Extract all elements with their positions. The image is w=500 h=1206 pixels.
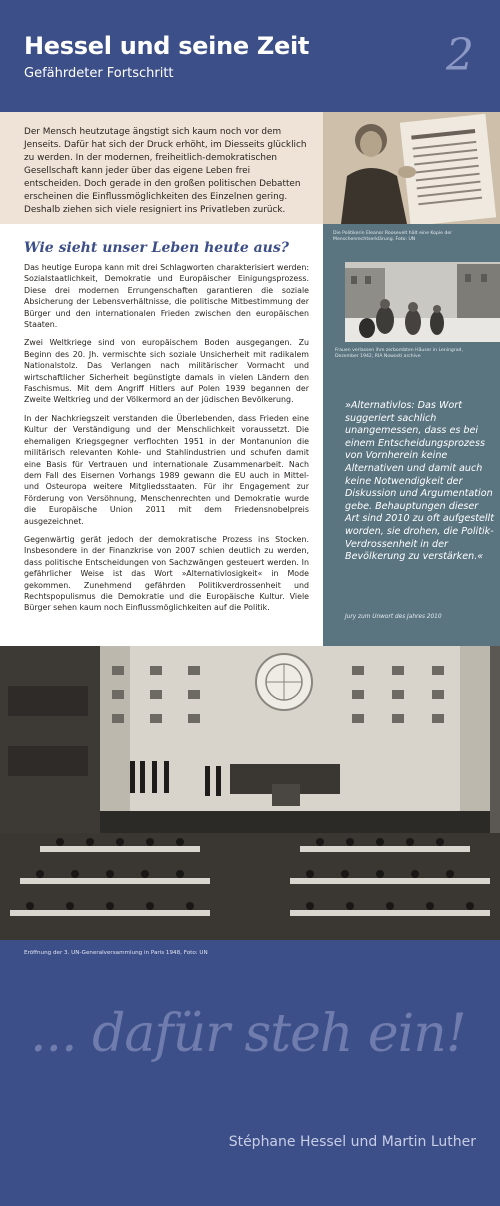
- header-banner: [0, 0, 500, 112]
- article-heading: Wie sieht unser Leben heute aus?: [24, 240, 289, 256]
- panel-number: 2: [446, 30, 474, 81]
- article-paragraph-4: Gegenwärtig gerät jedoch der demokratische Prozess ins Stocken. Insbesondere in der Finanzkrise von 2007 schien deutlich zu werden, dass politische Entscheidungen von Sachzwängen gesteuert werden. In gefährlicher Weise ist das Wort »Alternativlosigkeit« in Mode gekommen. Zunehmend gefährden Politikverdrossenheit und Rechtspopulismus die Demokratie und die Europäische Kultur. Viele Bürger sehen kaum noch Einflussmöglichkeiten auf die Politik.: [24, 534, 309, 613]
- sidebar: [323, 224, 500, 646]
- authors: Stéphane Hessel und Martin Luther: [228, 1134, 476, 1150]
- article-paragraph-1: Das heutige Europa kann mit drei Schlagworten charakterisiert werden: Sozialstaatlichkeit, Demokratie und Europäischer Einigungsprozess. Diese drei modernen Errungenschaften garantieren die soziale Absicherung der Lebensverhältnisse, die politische Mitbestimmung der Bürger und den internationalen Frieden zwischen den europäischen Staaten.: [24, 263, 309, 330]
- intro-text: Der Mensch heutzutage ängstigt sich kaum noch vor dem Jenseits. Dafür hat sich der Druck erhöht, im Diesseits glücklich zu werden. In der modernen, freiheitlich-demokratischen Gesellschaft kann jeder über das eigene Leben frei entscheiden. Doch gerade in den großen politischen Debatten erscheinen die Einflussmöglichkeiten des Einzelnen gering. Deshalb ziehen sich viele resigniert ins Privatleben zurück.: [0, 112, 323, 224]
- page-title: Hessel und seine Zeit: [24, 32, 310, 60]
- caption-roosevelt: Die Politikerin Eleanor Roosevelt hält eine Kopie der Menschenrechtserklärung. Foto: UN: [333, 231, 453, 243]
- photo-un-general-assembly: [0, 646, 500, 940]
- photo-eleanor-roosevelt: [323, 112, 500, 224]
- caption-un-assembly: Eröffnung der 3. UN-Generalversammlung in Paris 1948, Foto: UN: [24, 950, 208, 956]
- pull-quote: »Alternativlos: Das Wort suggeriert sachlich unangemessen, dass es bei einem Entscheidungsprozess von Vornherein keine Alternativen und damit auch keine Notwendigkeit der Diskussion und Argumentation gebe. Behauptungen dieser Art sind 2010 zu oft aufgestellt worden, sie drohen, die Politik-Verdrossenheit in der Bevölkerung zu verstärken.«: [345, 400, 494, 563]
- page-subtitle: Gefährdeter Fortschritt: [24, 66, 174, 81]
- leningrad-photo-illustration: [345, 262, 500, 342]
- roosevelt-photo-illustration: [323, 112, 500, 224]
- un-assembly-illustration: [0, 646, 500, 940]
- quote-source: Jury zum Unwort des Jahres 2010: [345, 614, 442, 620]
- photo-leningrad: [345, 262, 500, 342]
- slogan: ... dafür steh ein!: [30, 1004, 466, 1064]
- article-paragraph-2: Zwei Weltkriege sind von europäischem Boden ausgegangen. Zu Beginn des 20. Jh. vermischte sich soziale Unsicherheit mit radikalem Nationalstolz. Das Verlangen nach militärischer Vormacht und wirtschaftlicher Sicherheit begünstigte damals in vielen Ländern den Faschismus. Mit dem Angriff Hitlers auf Polen 1939 begannen der Zweite Weltkrieg und der Völkermord an der jüdischen Bevölkerung.: [24, 338, 309, 405]
- article-paragraph-3: In der Nachkriegszeit verstanden die Überlebenden, dass Frieden eine Kultur der Verständigung und der Menschlichkeit voraussetzt. Die ehemaligen Kriegsgegner verflochten 1951 in der Montanunion die militärisch relevanten Kohle- und Stahlindustrien und schufen damit eine Basis für Vertrauen und internationale Zusammenarbeit. Nach dem Fall des Eisernen Vorhangs 1989 gewann die EU auch in Mittel- und Osteuropa weitere Mitgliedsstaaten. Für ihr Engagement zur Förderung von Versöhnung, Menschenrechten und Demokratie wurde die Europäische Union 2011 mit dem Friedensnobelpreis ausgezeichnet.: [24, 413, 309, 526]
- main-article: [0, 224, 323, 646]
- caption-leningrad: Frauen verlassen ihre zerbombten Häuser in Leningrad, Dezember 1942, RIA Nowosti archive: [335, 348, 463, 360]
